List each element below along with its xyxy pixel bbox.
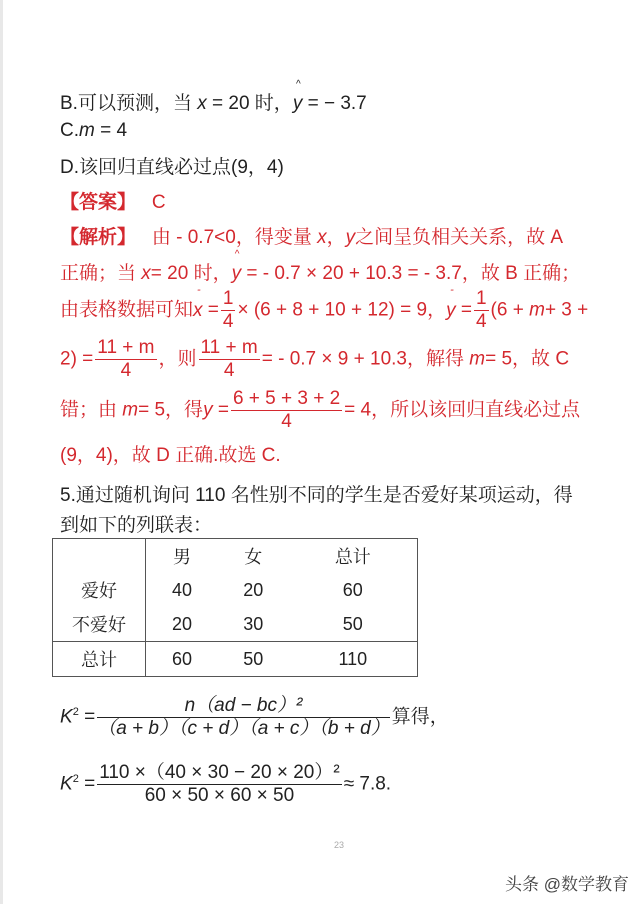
text: = - 0.7 × 9 + 10.3，解得 bbox=[261, 348, 470, 370]
watermark: 头条 @数学教育 bbox=[505, 875, 629, 894]
text: 2) = bbox=[60, 348, 94, 370]
fraction bbox=[97, 695, 390, 740]
text: = bbox=[212, 399, 229, 421]
text: = 5，得 bbox=[138, 399, 204, 421]
option-c bbox=[60, 120, 127, 142]
table-row bbox=[53, 642, 418, 677]
text: ≈ 7.8. bbox=[343, 773, 392, 795]
var-y-hat: ^ y bbox=[293, 93, 303, 115]
denominator: 4 bbox=[120, 360, 132, 381]
cell: 不爱好 bbox=[53, 607, 146, 642]
header-cell: 女 bbox=[244, 547, 263, 567]
numerator: 6 + 5 + 3 + 2 bbox=[232, 388, 341, 409]
var-m: m bbox=[79, 120, 95, 141]
exponent: 2 bbox=[72, 773, 79, 786]
fraction bbox=[231, 388, 342, 433]
analysis-line-4 bbox=[60, 337, 569, 382]
fraction bbox=[474, 288, 489, 333]
text: = 4 bbox=[94, 120, 128, 141]
var: x bbox=[317, 227, 327, 248]
text: = bbox=[455, 299, 472, 321]
text: B.可以预测，当 bbox=[60, 93, 198, 114]
text: = bbox=[202, 299, 219, 321]
var-y-bar: - y bbox=[446, 300, 456, 322]
cell: 50 bbox=[243, 648, 264, 669]
answer-label: 【答案】 bbox=[60, 192, 137, 213]
formula-k2-value: $K^2$ = $\frac{\text{110 ×（40 × 30 − 20 × 20）²}}{60 \times 50 \times 60 \times 50}$ ≈ 7.8. bbox=[60, 762, 392, 806]
table-row bbox=[53, 573, 418, 607]
text: 之间呈负相关关系，故 A bbox=[355, 227, 564, 248]
analysis-line-6: (9，4)，故 D 正确.故选 C. bbox=[60, 445, 281, 466]
cell: 爱好 bbox=[53, 573, 146, 607]
header-cell: 总计 bbox=[334, 547, 371, 567]
question-line-1: 5.通过随机询问 110 名性别不同的学生是否爱好某项运动，得 bbox=[60, 485, 573, 506]
numerator: 110 ×（40 × 30 − 20 × 20）² bbox=[99, 762, 340, 783]
denominator: 4 bbox=[222, 311, 234, 332]
numerator: 1 bbox=[222, 288, 234, 309]
fraction bbox=[199, 337, 260, 382]
text: × (6 + 8 + 10 + 12) = 9， bbox=[237, 299, 447, 321]
var: y bbox=[203, 399, 213, 421]
var-x-bar: - x bbox=[193, 300, 203, 322]
denominator: 60 × 50 × 60 × 50 bbox=[144, 785, 295, 806]
text: ， bbox=[326, 227, 346, 248]
cell: 40 bbox=[171, 579, 192, 600]
fraction bbox=[221, 288, 236, 333]
var: y bbox=[345, 227, 356, 248]
text: 正确；当 bbox=[60, 263, 142, 284]
fraction bbox=[95, 337, 156, 382]
cell: 60 bbox=[342, 579, 363, 600]
option-d: D.该回归直线必过点(9，4) bbox=[60, 157, 284, 178]
formula-k2-general: $K^2$ = $\frac{\text{n（ad − bc）²}}{(a + b)(c + d)(a + c)(b + d)}$ 算得， bbox=[60, 695, 449, 739]
var-y-hat: ^ y bbox=[232, 263, 242, 285]
numerator: n（ad − bc）² bbox=[97, 695, 390, 718]
text: = 20 时， bbox=[206, 93, 293, 114]
analysis-line-1 bbox=[60, 222, 563, 249]
cell: 30 bbox=[218, 607, 289, 642]
text: = 5，故 C bbox=[485, 348, 570, 370]
numerator: 1 bbox=[475, 288, 487, 309]
text: (6 + bbox=[490, 299, 530, 321]
header-cell: 男 bbox=[172, 547, 191, 567]
cell: 20 bbox=[146, 607, 218, 642]
denominator: 4 bbox=[475, 311, 487, 332]
var: m bbox=[122, 399, 139, 421]
answer bbox=[60, 187, 166, 214]
cell: 110 bbox=[338, 648, 368, 669]
text: = 20 时， bbox=[150, 263, 232, 284]
text: = 4，所以该回归直线必过点 bbox=[344, 399, 581, 421]
var: m bbox=[469, 348, 486, 370]
text: + 3 + bbox=[544, 299, 589, 321]
text: 由 - 0.7<0，得变量 bbox=[151, 227, 318, 248]
k: K bbox=[60, 773, 73, 795]
fraction bbox=[97, 762, 342, 807]
text: = - 0.7 × 20 + 10.3 = - 3.7，故 B 正确； bbox=[241, 263, 581, 284]
exponent: 2 bbox=[72, 706, 79, 719]
cell: 60 bbox=[171, 648, 192, 669]
text: 算得， bbox=[391, 706, 449, 728]
denominator: （a + b）（c + d）（a + c）（b + d） bbox=[97, 718, 390, 739]
text: ，则 bbox=[158, 348, 197, 370]
page-number: 23 bbox=[334, 840, 345, 850]
denominator: 4 bbox=[281, 411, 292, 432]
numerator: 11 + m bbox=[200, 337, 258, 358]
cell: 50 bbox=[289, 607, 418, 642]
text: = − 3.7 bbox=[302, 93, 367, 114]
text: 错；由 bbox=[60, 399, 123, 421]
contingency-table bbox=[52, 538, 418, 677]
table-header-row bbox=[53, 539, 418, 574]
analysis-label: 【解析】 bbox=[60, 227, 137, 248]
var-x: x bbox=[197, 93, 207, 114]
text: 由表格数据可知 bbox=[60, 299, 194, 321]
cell: 总计 bbox=[53, 642, 146, 677]
k: K bbox=[60, 706, 73, 728]
numerator: 11 + m bbox=[97, 337, 155, 358]
header-cell bbox=[53, 539, 146, 574]
cell: 20 bbox=[243, 579, 264, 600]
table-row bbox=[53, 607, 418, 642]
option-b bbox=[60, 88, 367, 115]
question-line-2: 到如下的列联表： bbox=[60, 515, 213, 536]
var: m bbox=[529, 299, 545, 321]
var: x bbox=[141, 263, 151, 284]
text: C. bbox=[60, 120, 79, 141]
denominator: 4 bbox=[223, 360, 235, 381]
analysis-line-5 bbox=[60, 388, 580, 433]
analysis-line-2 bbox=[60, 258, 580, 285]
analysis-line-3 bbox=[60, 288, 588, 333]
answer-value: C bbox=[151, 192, 166, 213]
